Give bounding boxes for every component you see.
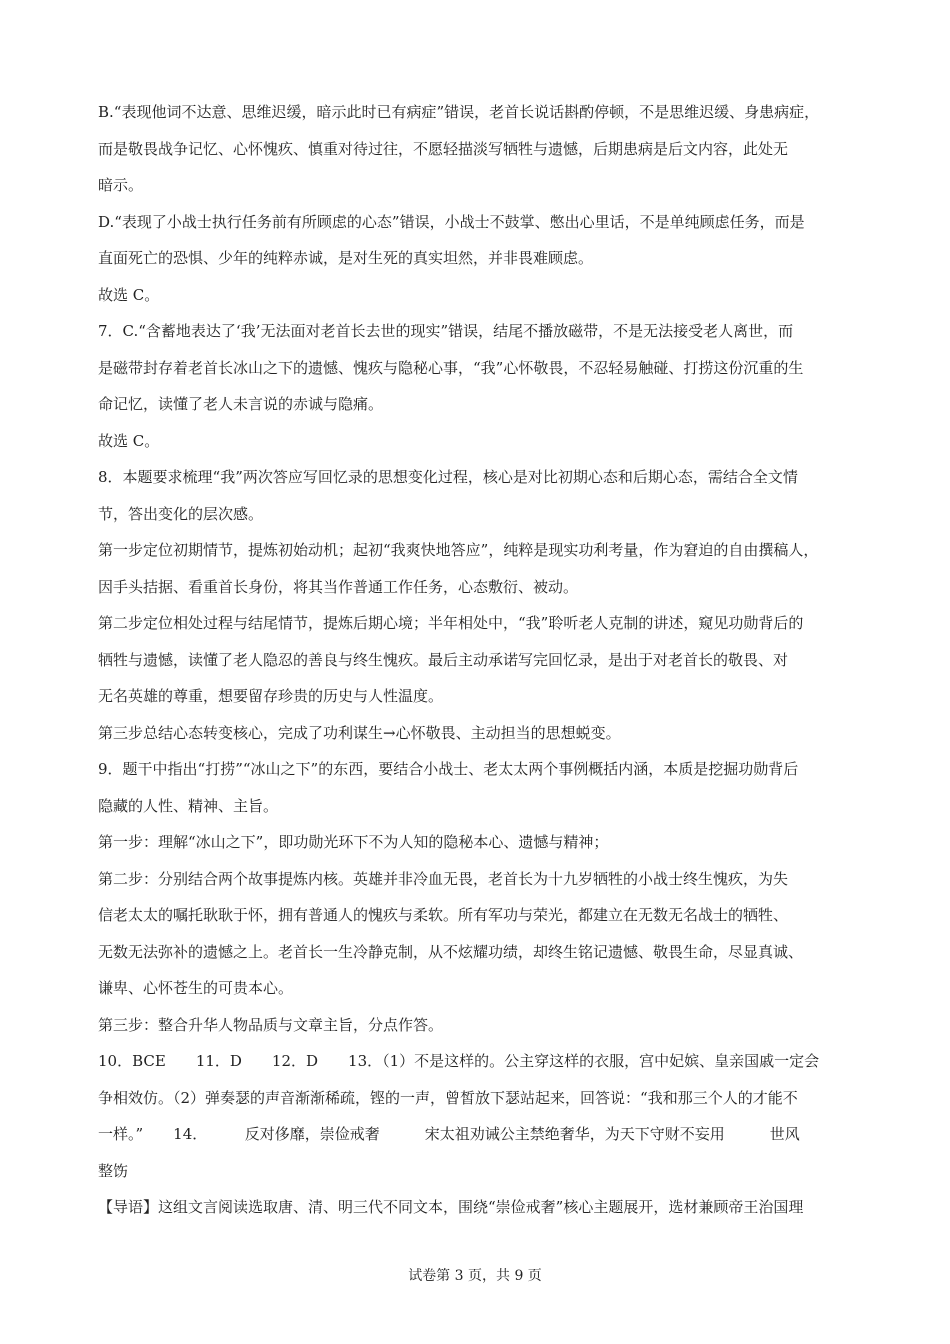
text-line: 第三步：整合升华人物品质与文章主旨，分点作答。 bbox=[98, 1015, 444, 1034]
text-line: 是磁带封存着老首长冰山之下的遗憾、愧疚与隐秘心事，“我”心怀敬畏，不忍轻易触碰、打捞这份沉重的生 bbox=[98, 358, 804, 377]
text-line: 信老太太的嘱托耿耿于怀，拥有普通人的愧疚与柔软。所有军功与荣光，都建立在无数无名战士的牺牲、 bbox=[98, 906, 789, 924]
text-line: 谦卑、心怀苍生的可贵本心。 bbox=[98, 979, 294, 997]
text-line: 暗示。 bbox=[98, 176, 144, 194]
text-line: 隐藏的人性、精神、主旨。 bbox=[98, 796, 279, 815]
text-line: 而是敬畏战争记忆、心怀愧疚、慎重对待过往，不愿轻描淡写牺牲与遗憾，后期患病是后文内容，此处无 bbox=[98, 139, 789, 158]
text-line: 【导语】这组文言阅读选取唐、清、明三代不同文本，围绕“崇俭戒奢”核心主题展开，选材兼顾帝王治国理 bbox=[98, 1198, 804, 1216]
text-line: 无数无法弥补的遗憾之上。老首长一生冷静克制，从不炫耀功绩，却终生铭记遗憾、敬畏生命，尽显真诚、 bbox=[98, 942, 804, 961]
text-line: 第三步总结心态转变核心，完成了功利谋生→心怀敬畏、主动担当的思想蜕变。 bbox=[98, 723, 621, 742]
text-line: 因手头拮据、看重首长身份，将其当作普通工作任务，心态敷衍、被动。 bbox=[98, 577, 579, 596]
text-line: D.“表现了小战士执行任务前有所顾虑的心态”错误，小战士不鼓掌、憋出心里话，不是单纯顾虑任务，而是 bbox=[98, 212, 805, 231]
text-line: 故选 C。 bbox=[98, 431, 160, 450]
text-line: 牺牲与遗憾，读懂了老人隐忍的善良与终生愧疚。最后主动承诺写完回忆录，是出于对老首长的敬畏、对 bbox=[98, 650, 789, 669]
text-line: 10．BCE 11．D 12．D 13．（1）不是这样的。公主穿这样的衣服，宫中妃嫔、皇亲国戚一定会 bbox=[98, 1052, 820, 1070]
text-line: 整饬 bbox=[98, 1161, 129, 1180]
answer-text-body bbox=[98, 94, 868, 1226]
text-line: 节，答出变化的层次感。 bbox=[98, 504, 264, 523]
text-line: 第一步：理解“冰山之下”，即功勋光环下不为人知的隐秘本心、遗憾与精神； bbox=[98, 833, 609, 851]
text-line: B.“表现他词不达意、思维迟缓，暗示此时已有病症”错误，老首长说话斟酌停顿，不是思维迟缓、身患病症， bbox=[98, 103, 820, 121]
text-line: 第一步定位初期情节，提炼初始动机；起初“我爽快地答应”，纯粹是现实功利考量，作为窘迫的自由撰稿人， bbox=[98, 541, 819, 559]
text-line: 命记忆，读懂了老人未言说的赤诚与隐痛。 bbox=[98, 395, 384, 413]
page-footer: 试卷第 3 页，共 9 页 bbox=[408, 1268, 542, 1284]
text-line: 无名英雄的尊重，想要留存珍贵的历史与人性温度。 bbox=[98, 687, 444, 705]
text-line: 第二步定位相处过程与结尾情节，提炼后期心境；半年相处中，“我”聆听老人克制的讲述，窥见功勋背后的 bbox=[98, 614, 804, 632]
text-line: 9．题干中指出“打捞”“冰山之下”的东西，要结合小战士、老太太两个事例概括内涵，本质是挖掘功勋背后 bbox=[98, 760, 799, 778]
text-line: 7．C.“含蓄地表达了‘我’无法面对老首长去世的现实”错误，结尾不播放磁带，不是无法接受老人离世，而 bbox=[98, 322, 794, 340]
text-line: 一样。” 14． 反对侈靡，崇俭戒奢 宋太祖劝诫公主禁绝奢华，为天下守财不妄用 世风 bbox=[98, 1125, 800, 1143]
text-line: 争相效仿。（2）弹奏瑟的声音渐渐稀疏，铿的一声，曾皙放下瑟站起来，回答说：“我和那三个人的才能不 bbox=[98, 1088, 798, 1107]
text-line: 直面死亡的恐惧、少年的纯粹赤诚，是对生死的真实坦然，并非畏难顾虑。 bbox=[98, 249, 594, 267]
text-line: 故选 C。 bbox=[98, 285, 160, 304]
text-line: 8．本题要求梳理“我”两次答应写回忆录的思想变化过程，核心是对比初期心态和后期心态，需结合全文情 bbox=[98, 468, 798, 486]
text-line: 第二步：分别结合两个故事提炼内核。英雄并非冷血无畏，老首长为十九岁牺牲的小战士终生愧疚，为失 bbox=[98, 869, 789, 888]
